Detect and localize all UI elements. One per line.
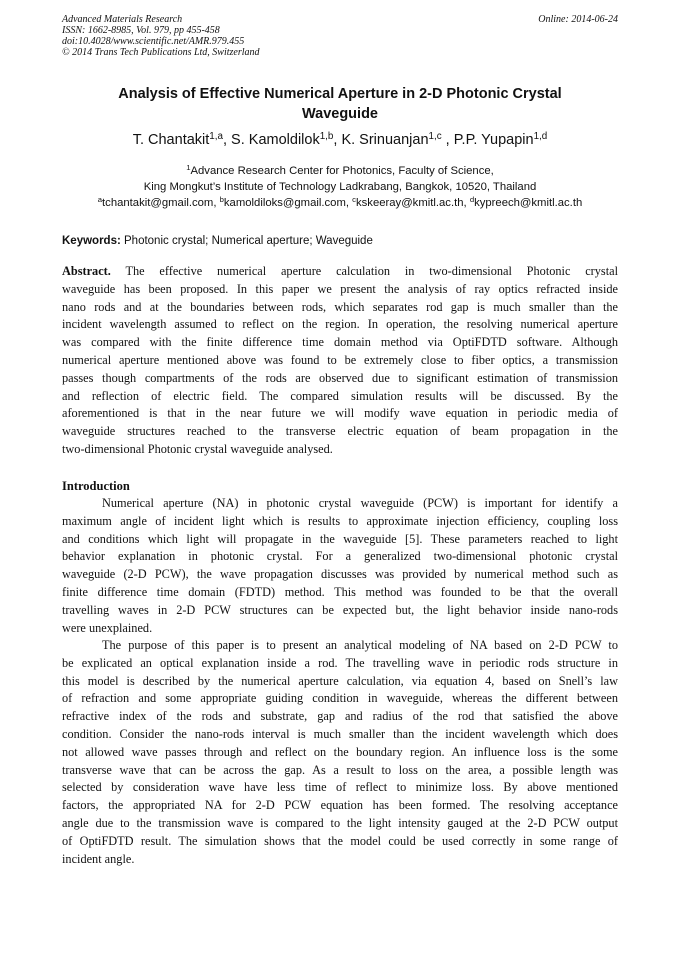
body-line: be explicated an optical explanation inside a rod. The travelling wave in periodic rods structure in xyxy=(62,655,618,670)
keywords xyxy=(62,234,618,248)
author-name: T. Chantakit xyxy=(132,132,210,148)
abstract-line: and reflection of electric field. The compared simulation results will be discussed. By the xyxy=(62,388,618,403)
abstract-line: Abstract. The effective numerical aperture calculation in two-dimensional Photonic crystal xyxy=(62,264,619,278)
abstract-line: aforementioned is that in the near future we will modify wave equation in periodic media of xyxy=(62,406,618,421)
abstract-line: nano rods and at the boundaries between rods, which separates rod gap is much smaller than the xyxy=(62,299,618,314)
body-line: and conditions which light will propagate in the waveguide [5]. These parameters reached to light xyxy=(62,531,618,546)
author-separator: , xyxy=(333,132,342,148)
abstract-line: was compared with the finite difference time domain method via OptiFDTD software. Although xyxy=(62,335,618,350)
paper-title-line-1: Analysis of Effective Numerical Aperture in 2-D Photonic Crystal xyxy=(118,86,562,102)
keywords-label: Keywords: xyxy=(62,235,121,247)
body-line: Numerical aperture (NA) in photonic crystal waveguide (PCW) is important for identify a xyxy=(102,496,618,510)
body-line: behavior explanation in photonic crystal. For a generalized two-dimensional photonic crystal xyxy=(62,549,618,564)
paper-title-line-2: Waveguide xyxy=(301,106,378,122)
email-address[interactable]: kypreech@kmitl.ac.th xyxy=(474,197,583,209)
author-name: S. Kamoldilok xyxy=(231,132,320,148)
email-address[interactable]: kskeeray@kmitl.ac.th xyxy=(356,197,464,209)
introduction-paragraph-1 xyxy=(62,495,618,637)
body-line: not allowed wave passes through and reflect on the boundary region. An influence loss is the some xyxy=(62,744,618,759)
journal-copyright: © 2014 Trans Tech Publications Ltd, Switzerland xyxy=(62,47,260,58)
abstract-line: waveguide structures reached to the transverse electric equation of beam propagation in the xyxy=(62,424,618,439)
body-line: factors, the appropriated NA for 2-D PCW equation has been formed. The resolving acceptance xyxy=(62,798,618,813)
author-name: P.P. Yupapin xyxy=(453,132,534,148)
author-affiliation-mark: 1,d xyxy=(533,131,548,143)
abstract-line: passes though compartments of the rods are observed due to significant estimation of transmission xyxy=(62,370,618,385)
affiliation-line-2: King Mongkut’s Institute of Technology Ladkrabang, Bangkok, 10520, Thailand xyxy=(143,181,537,193)
journal-name: Advanced Materials Research xyxy=(62,14,183,25)
email-address[interactable]: tchantakit@gmail.com xyxy=(102,197,214,209)
email-address[interactable]: kamoldiloks@gmail.com xyxy=(223,197,346,209)
abstract xyxy=(62,263,618,459)
journal-issn: ISSN: 1662-8985, Vol. 979, pp 455-458 xyxy=(62,25,220,36)
body-line: finite difference time domain (FDTD) method. This method was founded to be that the overall xyxy=(62,584,618,599)
body-line: angle due to the transmission wave is compared to the light intensity gauged at the 2-D PCW output xyxy=(62,815,618,830)
keywords-text: Photonic crystal; Numerical aperture; Waveguide xyxy=(124,235,373,247)
abstract-line: incident wavelength assumed to reflect on the region. In operation, the resolving numerical aperture xyxy=(62,317,618,332)
author-affiliation-mark: 1,b xyxy=(319,131,334,143)
body-line: condition. Consider the nano-rods interval is much smaller than the incident wavelength which does xyxy=(62,726,618,741)
journal-header xyxy=(62,14,618,58)
affiliation-line-1: $^1$Advance Research Center for Photonics, Faculty of Science, xyxy=(186,163,494,177)
author-list xyxy=(62,130,618,150)
online-date: Online: 2014-06-24 xyxy=(538,14,618,25)
email-list: $^a$tchantakit@gmail.com, $^b$kamoldiloks@gmail.com, $^c$kskeeray@kmitl.ac.th, $^d$kypreech@kmitl.ac.th xyxy=(97,195,583,209)
introduction-paragraph-2 xyxy=(62,637,618,868)
body-line: selected by consideration wave have less time of reflect to minimize loss. By above mentioned xyxy=(62,780,618,795)
author-affiliation-mark: 1,c xyxy=(428,131,442,143)
abstract-label: Abstract. xyxy=(62,264,111,278)
abstract-line: two-dimensional Photonic crystal waveguide analysed. xyxy=(62,441,333,456)
body-line: travelling waves in 2-D PCW structures can be expected but, the light behavior inside nano-rods xyxy=(62,602,618,617)
author-name: K. Srinuanjan xyxy=(341,132,429,148)
body-line: waveguide (2-D PCW), the wave propagation discusses was provided by numerical method such as xyxy=(62,567,618,582)
body-line: The purpose of this paper is to present an analytical modeling of NA based on 2-D PCW to xyxy=(102,638,618,652)
author-affiliation-mark: 1,a xyxy=(209,131,223,143)
abstract-line: numerical aperture mentioned above was found to be extremely close to fiber optics, a transmission xyxy=(62,352,618,367)
body-line: incident angle. xyxy=(62,851,135,866)
body-line: transverse wave that can be across the gap. As a result to loss on the area, a possible length was xyxy=(62,762,618,777)
section-heading-introduction: Introduction xyxy=(62,479,130,493)
body-line: this model is described by the numerical aperture calculation, via equation 4, based on Snell’s law xyxy=(62,673,618,688)
abstract-line: waveguide has been proposed. In this paper we present the analysis of ray optics refracted inside xyxy=(62,281,618,296)
author-separator: , xyxy=(222,132,232,148)
affiliation-mark: 1 xyxy=(186,163,191,173)
journal-doi: doi:10.4028/www.scientific.net/AMR.979.455 xyxy=(62,36,245,47)
body-line: maximum angle of incident light which is results to approximate injection efficiency, coupling loss xyxy=(62,513,618,528)
author-separator: , xyxy=(441,132,454,148)
affiliation-block xyxy=(62,163,618,211)
paper-title xyxy=(62,84,618,124)
body-line: of refraction and some appropriate guiding condition in waveguide, whereas the different between xyxy=(62,691,618,706)
body-line: refractive index of the rods and substrate, gap and radius of the rod that satisfied the above xyxy=(62,709,618,724)
body-line: were unexplained. xyxy=(62,620,153,635)
body-line: of OptiFDTD result. The simulation shows that the model could be used correctly in some range of xyxy=(62,833,618,848)
